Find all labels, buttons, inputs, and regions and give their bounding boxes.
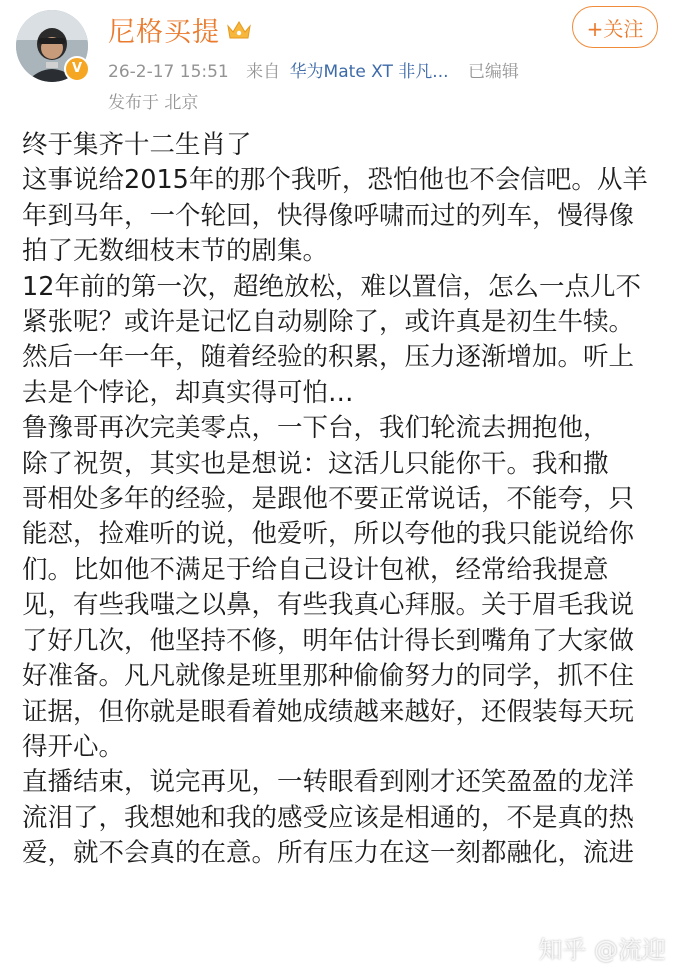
post-body [22,128,662,872]
post-text-line: 除了祝贺，其实也是想说：这活儿只能你干。我和撒 [22,448,609,479]
post-text-line: 直播结束，说完再见，一转眼看到刚才还笑盈盈的龙洋 [22,767,635,798]
post-text-line: 终于集齐十二生肖了 [22,130,252,160]
zhihu-logo-icon [497,937,525,965]
post-text-line: 鲁豫哥再次完美零点，一下台，我们轮流去拥抱他， [22,413,609,444]
watermark [497,930,666,965]
post-device[interactable]: 华为Mate XT 非凡... [289,62,449,82]
post-text-line: 们。比如他不满足于给自己设计包袱，经常给我提意 [22,554,609,585]
post-text-line: 得开心。 [22,731,125,762]
post-text-line: 好准备。凡凡就像是班里那种偷偷努力的同学，抓不住 [22,661,635,692]
crown-icon [226,18,252,42]
post-text-line: 年到马年，一个轮回，快得像呼啸而过的列车，慢得像 [22,200,635,231]
post-meta [108,57,531,82]
follow-button[interactable]: +关注 [572,6,658,48]
post-text-line: 证据，但你就是眼看着她成绩越来越好，还假装每天玩 [22,696,635,727]
author-name[interactable] [108,10,252,49]
post-text-line: 流泪了，我想她和我的感受应该是相通的，不是真的热 [22,802,635,833]
watermark-text: 知乎 @流迎 [538,936,666,964]
post-text-line: 拍了无数细枝末节的剧集。 [22,236,329,267]
post-text-line: 去是个悖论，却真实得可怕… [22,377,354,408]
post-text-line: 紧张呢？或许是记忆自动剔除了，或许真是初生牛犊。 [22,307,635,338]
post-text-line: 然后一年一年，随着经验的积累，压力逐渐增加。听上 [22,342,635,373]
post-header [0,0,680,118]
post-text-line: 能怼，捡难听的说，他爱听，所以夸他的我只能说给你 [22,519,635,550]
post-text-line: 12年前的第一次，超绝放松，难以置信，怎么一点儿不 [22,271,641,302]
author-name-text[interactable]: 尼格买提 [108,17,220,48]
post-text-line: 爱，就不会真的在意。所有压力在这一刻都融化，流进 [22,838,635,869]
post-text-line: 见，有些我嗤之以鼻，有些我真心拜服。关于眉毛我说 [22,590,635,621]
post-date: 26-2-17 15:51 [108,62,229,82]
post-text-line: 哥相处多年的经验，是跟他不要正常说话，不能夸，只 [22,484,635,515]
post-text-line: 这事说给2015年的那个我听，恐怕他也不会信吧。从羊 [22,165,648,196]
edited-label[interactable]: 已编辑 [467,62,519,82]
post-source-label: 来自 [246,62,281,82]
verified-v-icon: V [64,56,90,82]
post-location: 发布于 北京 [108,93,199,113]
post-text-line: 了好几次，他坚持不修，明年估计得长到嘴角了大家做 [22,625,635,656]
